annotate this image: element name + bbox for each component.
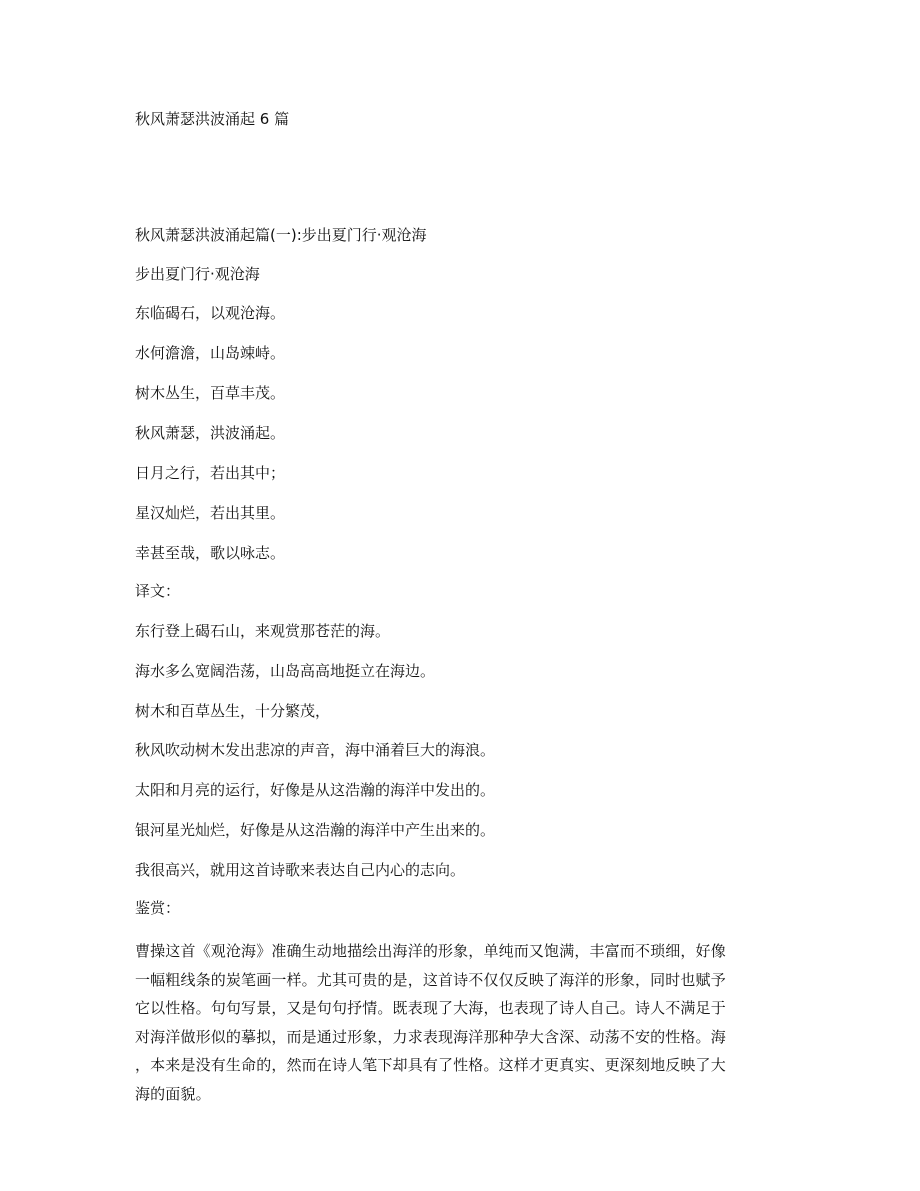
poem-line: 树木丛生，百草丰茂。 bbox=[135, 384, 286, 402]
translation-line: 秋风吹动树木发出悲凉的声音，海中涌着巨大的海浪。 bbox=[135, 741, 496, 759]
paragraph-line: 曹操这首《观沧海》准确生动地描绘出海洋的形象，单纯而又饱满，丰富而不琐细，好像 bbox=[135, 942, 726, 960]
poem-line: 东临碣石，以观沧海。 bbox=[135, 304, 286, 322]
poem-line: 日月之行，若出其中； bbox=[135, 464, 286, 482]
translation-line: 海水多么宽阔浩荡，山岛高高地挺立在海边。 bbox=[135, 662, 436, 680]
poem-line: 水何澹澹，山岛竦峙。 bbox=[135, 344, 286, 362]
poem-line: 幸甚至哉，歌以咏志。 bbox=[135, 544, 286, 562]
paragraph-line: 一幅粗线条的炭笔画一样。尤其可贵的是，这首诗不仅仅反映了海洋的形象，同时也赋予 bbox=[135, 970, 726, 989]
appreciation-paragraph bbox=[135, 937, 795, 1108]
paragraph-line: 它以性格。句句写景，又是句句抒情。既表现了大海，也表现了诗人自己。诗人不满足于 bbox=[135, 999, 726, 1017]
poem-line: 秋风萧瑟，洪波涌起。 bbox=[135, 424, 286, 442]
paragraph-line: ，本来是没有生命的，然而在诗人笔下却具有了性格。这样才更真实、更深刻地反映了大 bbox=[135, 1056, 726, 1074]
document-title: 秋风萧瑟洪波涌起 6 篇 bbox=[135, 110, 290, 128]
poem-line: 星汉灿烂，若出其里。 bbox=[135, 504, 286, 522]
translation-line: 我很高兴，就用这首诗歌来表达自己内心的志向。 bbox=[135, 861, 466, 879]
translation-line: 太阳和月亮的运行，好像是从这浩瀚的海洋中发出的。 bbox=[135, 781, 496, 799]
paragraph-line: 海的面貌。 bbox=[135, 1084, 211, 1103]
translation-line: 东行登上碣石山，来观赏那苍茫的海。 bbox=[135, 622, 391, 640]
appreciation-label: 鉴赏： bbox=[135, 899, 181, 917]
translation-line: 树木和百草丛生，十分繁茂， bbox=[135, 702, 331, 720]
poem-title: 步出夏门行·观沧海 bbox=[135, 265, 260, 283]
section-heading: 秋风萧瑟洪波涌起篇(一):步出夏门行·观沧海 bbox=[135, 226, 427, 244]
paragraph-line: 对海洋做形似的摹拟，而是通过形象，力求表现海洋那种孕大含深、动荡不安的性格。海 bbox=[135, 1027, 726, 1046]
translation-label: 译文： bbox=[135, 582, 181, 600]
translation-line: 银河星光灿烂，好像是从这浩瀚的海洋中产生出来的。 bbox=[135, 821, 496, 839]
